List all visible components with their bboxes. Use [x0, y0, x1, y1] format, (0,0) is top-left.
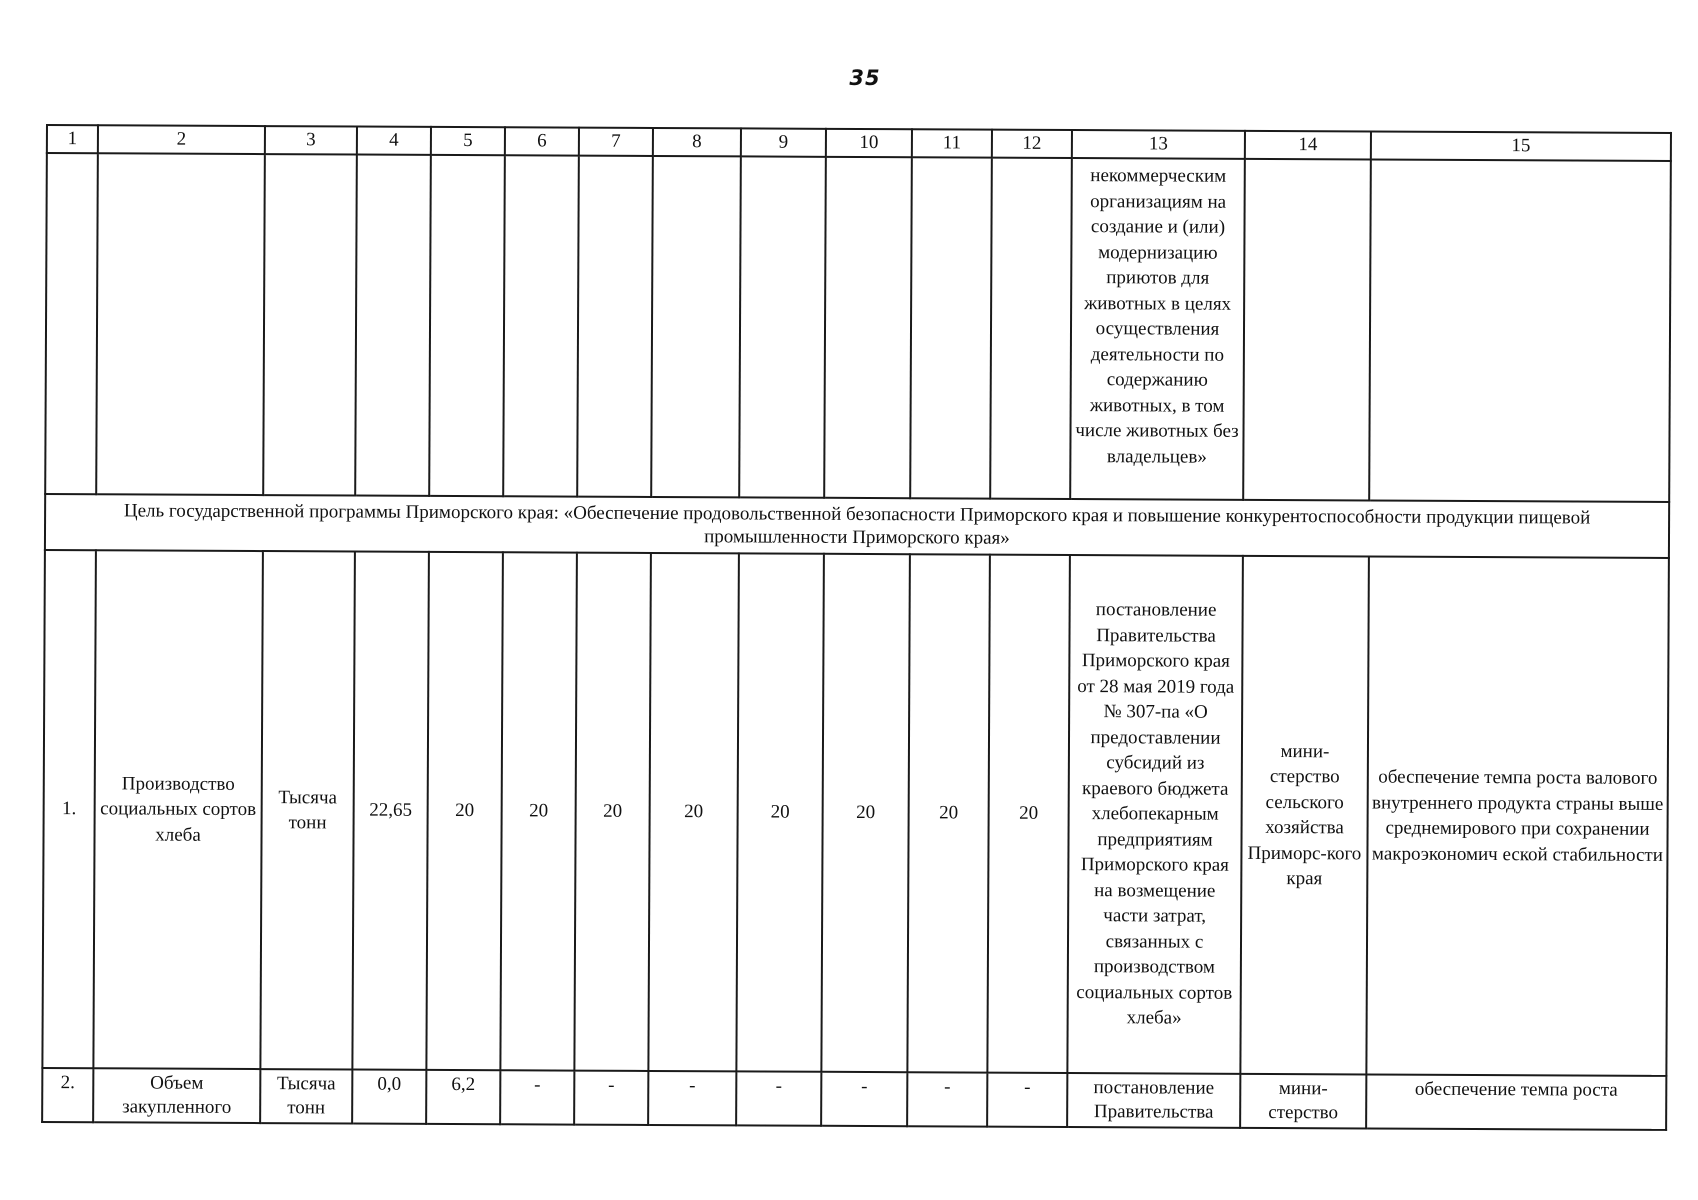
value-cell: - — [907, 1072, 987, 1126]
column-number: 4 — [357, 127, 431, 155]
indicator-name: Объем закупленного — [93, 1068, 260, 1123]
column-number: 10 — [826, 129, 912, 157]
column-number: 1 — [47, 125, 98, 153]
empty-cell — [263, 154, 357, 495]
value-cell: 20 — [426, 552, 503, 1070]
value-cell: - — [648, 1071, 736, 1125]
goal-cell: обеспечение темпа роста — [1366, 1074, 1666, 1129]
value-cell: 20 — [907, 554, 990, 1072]
responsible-cell: мини-стерство сельского хозяйства Приморс-кого края — [1240, 556, 1369, 1075]
indicators-table — [41, 124, 1672, 1131]
row-number: 2. — [42, 1068, 93, 1122]
unit-cell: Тысяча тонн — [260, 551, 355, 1069]
value-cell: - — [821, 1072, 907, 1126]
empty-cell — [503, 155, 579, 496]
column-number: 15 — [1371, 131, 1671, 160]
empty-cell — [824, 157, 912, 498]
page-number: 35 — [849, 66, 881, 90]
column-number: 5 — [431, 127, 505, 155]
basis-cell: постановление Правительства — [1067, 1073, 1240, 1128]
value-cell: 20 — [648, 553, 739, 1071]
empty-cell — [1243, 159, 1371, 501]
continuation-row — [45, 153, 1671, 502]
value-cell: 6,2 — [426, 1070, 500, 1124]
column-number: 8 — [653, 128, 741, 156]
indicator-name: Производство социальных сортов хлеба — [93, 550, 263, 1069]
empty-cell — [355, 155, 431, 496]
value-cell: 0,0 — [352, 1070, 426, 1124]
empty-cell — [429, 155, 505, 496]
column-number: 9 — [741, 128, 826, 156]
column-number: 14 — [1245, 131, 1371, 160]
value-cell: - — [736, 1071, 821, 1125]
empty-cell — [651, 156, 741, 497]
empty-cell — [910, 157, 992, 498]
empty-cell — [577, 156, 653, 497]
value-cell: - — [500, 1070, 574, 1124]
value-cell: 20 — [987, 555, 1070, 1073]
column-number: 7 — [579, 128, 653, 156]
continuation-basis-cell: некоммерческим организациям на создание и (или) модернизацию приютов для животных в целях осуществления деятельности по содержанию животных, в том числе животных без владельцев» — [1070, 158, 1245, 500]
basis-cell: постановление Правительства Приморского края от 28 мая 2019 года № 307-па «О предоставлении субсидий из краевого бюджета хлебопекарным предприятиям Приморского края на возмещение части затрат, связанных с производством социальных сортов хлеба» — [1067, 555, 1243, 1074]
program-goal-row — [45, 494, 1669, 558]
column-number: 11 — [912, 129, 992, 157]
value-cell: 20 — [821, 554, 910, 1072]
value-cell: - — [574, 1071, 648, 1125]
value-cell: 20 — [500, 552, 577, 1070]
value-cell: 20 — [736, 553, 824, 1071]
responsible-cell: мини-стерство — [1240, 1074, 1366, 1129]
empty-cell — [96, 153, 265, 495]
table-row — [42, 550, 1669, 1076]
empty-cell — [1369, 159, 1671, 501]
program-goal: Цель государственной программы Приморского края: «Обеспечение продовольственной безопасности Приморского края и повышение конкурентоспособности продукции пищевой промышленности Приморского края» — [45, 494, 1669, 558]
value-cell: - — [987, 1073, 1067, 1127]
goal-cell: обеспечение темпа роста валового внутреннего продукта страны выше среднемирового при сохранении макроэкономич еской стабильности — [1366, 556, 1669, 1075]
table-row — [42, 1068, 1666, 1130]
value-cell: 22,65 — [352, 552, 429, 1070]
column-number: 3 — [265, 126, 357, 154]
column-number: 13 — [1072, 130, 1245, 159]
row-number: 1. — [42, 550, 96, 1068]
empty-cell — [990, 158, 1072, 499]
column-number: 12 — [992, 130, 1072, 158]
value-cell: 20 — [574, 553, 651, 1071]
column-number: 2 — [98, 125, 265, 154]
empty-cell — [45, 153, 98, 494]
empty-cell — [739, 156, 826, 497]
unit-cell: Тысяча тонн — [260, 1069, 352, 1123]
column-number: 6 — [505, 127, 579, 155]
